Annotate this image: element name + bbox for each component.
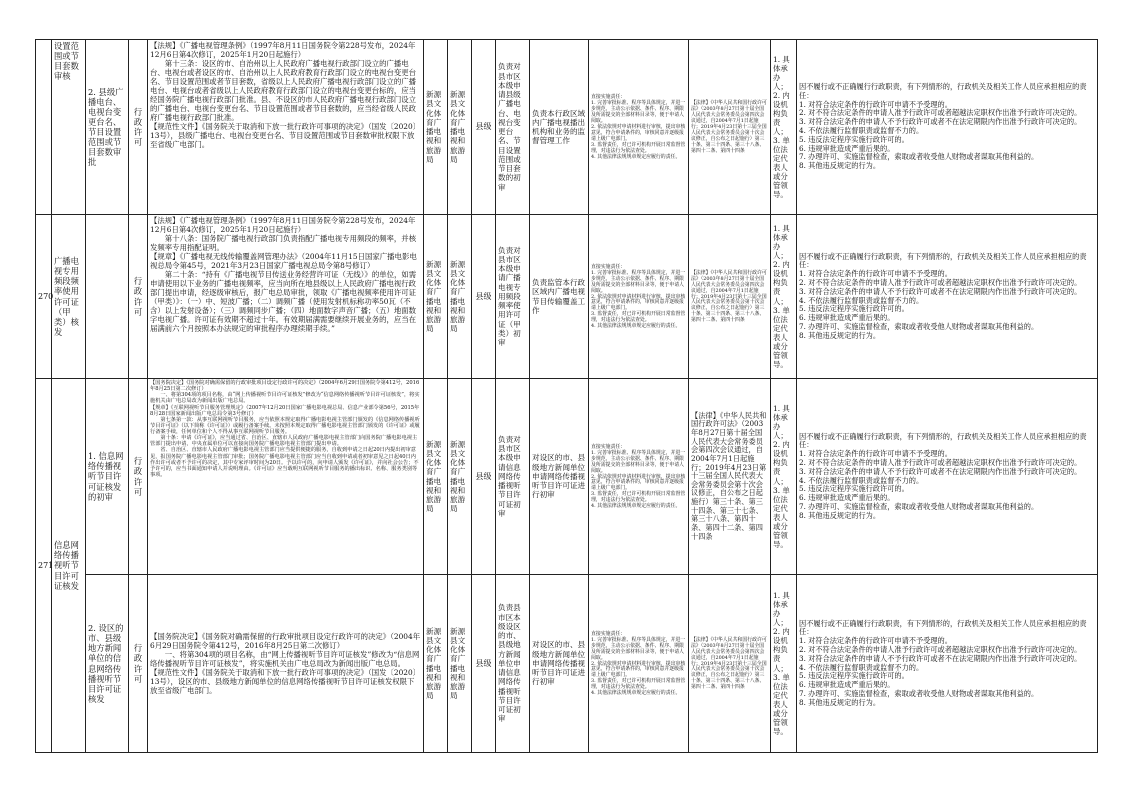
responsibility-table xyxy=(35,39,1098,753)
legal-basis xyxy=(148,575,424,753)
acc-line: 6. 违规审批造成严重后果的。 xyxy=(799,680,895,690)
accountability xyxy=(797,575,1098,753)
implementation-scope: 负责县市区本级设区的市、县级地方新闻单位申请信息网络传播视听节目许可证初审 xyxy=(496,575,530,753)
legal-basis xyxy=(148,215,424,379)
implementing-department: 新源县文化体育广播电视和旅游局 xyxy=(424,40,448,215)
acc-line: 因不履行或不正确履行行政职责，有下列情形的，行政机关及相关工作人员应承担相应的责任： xyxy=(799,82,1087,100)
duty-line: 3. 监督责任，对已许可机构开展日常监督管理，对违法行为依法查处。 xyxy=(591,678,686,691)
duty-content xyxy=(589,40,689,215)
acc-line: 2. 对不符合法定条件的申请人准予行政许可或者超越法定职权作出准予行政许可决定的。 xyxy=(799,108,1082,118)
sub-item-name xyxy=(86,215,129,379)
basis-line: 一、将第304项的项目名称，由“网上传播视听节目许可证核发”修改为“信息网络传播视听节目许可证核发”，将实施机关由广电总局改为新闻出版广电总局。 xyxy=(150,649,420,668)
basis-line: 第十八条：国务院广播电视行政部门负责指配广播电视专用频段的频率，并核发频率专用指配证明。 xyxy=(150,234,417,253)
responsible-department: 新源县文化体育广播电视和旅游局 xyxy=(448,215,472,379)
duty-line: 直接实施责任： xyxy=(591,263,626,270)
basis-line: 【国务院决定】《国务院对确需保留的行政审批项目设定行政许可的决定》（2004年6月29日国务院令第412号，2016年8月25日第二次修订） xyxy=(150,380,420,393)
basis-line: 【规章】《广播电视无线传输覆盖网管理办法》（2004年11月15日国家广播电影电视总局令第45号，2021年3月23日国家广播电视总局令第8号修订） xyxy=(150,252,417,271)
duty-legal-basis: 【法律】《中华人民共和国行政许可法》（2003年8月27日第十届全国人民代表大会常务委员会第四次会议通过，自2004年7月1日起施行；2019年4月23日第十三届全国人民代表大会常务委员会第十次会议修正，自公布之日起施行）第三十条、第三十四条、第三十七条、第三十八条、第四十条、第四十二条、第四十四条 xyxy=(689,379,771,575)
supervision-responsibility: 负责监管本行政区域内广播电视节目传输覆盖工作 xyxy=(530,215,589,379)
basis-line: 【规章】《互联网视听节目服务管理规定》（2007年12月20日国家广播电影电视总局、信息产业部令第56号，2015年8月28日国家新闻出版广电总局令第3号修订） xyxy=(150,404,420,417)
acc-line: 5. 违反法定程序实施行政许可的。 xyxy=(799,484,909,494)
acc-line: 5. 违反法定程序实施行政许可的。 xyxy=(799,304,909,314)
duty-line: 4. 其他法律法规规章规定应履行的责任。 xyxy=(591,690,681,697)
sub-item-name: 1. 信息网络传播视听节目许可证核发的初审 xyxy=(86,379,129,575)
responsible-department: 新源县文化体育广播电视和旅游局 xyxy=(448,40,472,215)
item-name: 广播电视专用频段频率使用许可证（甲类）核发 xyxy=(52,215,86,379)
basis-line: 【规范性文件】《国务院关于取消和下放一批行政许可事项的决定》（国发〔2020〕13号），县级广播电台、电视台变更台名、节目设置范围或节目套数审批权限下放至省级广电部门。 xyxy=(150,122,421,150)
acc-line: 5. 违反法定程序实施行政许可的。 xyxy=(799,134,909,144)
implementing-department: 新源县文化体育广播电视和旅游局 xyxy=(424,575,448,753)
implementation-scope: 负责对县市区本级申请信息网络传播视听节目许可证初审 xyxy=(496,379,530,575)
item-number: 270 xyxy=(36,215,52,379)
duty-content xyxy=(589,379,689,575)
item-type: 行政许可 xyxy=(129,40,148,215)
duty-line: 直接实施责任： xyxy=(591,630,626,637)
accountability xyxy=(797,40,1098,215)
duty-content xyxy=(589,575,689,753)
table-row xyxy=(36,575,1098,753)
responsible-subject: 1. 具体承办人；2. 内设机构负责人；3. 单位法定代表人或分管领导。 xyxy=(771,575,797,753)
acc-line: 因不履行或不正确履行行政职责，有下列情形的，行政机关及相关工作人员应承担相应的责任： xyxy=(799,251,1087,270)
duty-line: 2. 依法依规对申请材料进行审核，提出审核意见，符合申请条件的，审核同意并逐级报请上级广电部门。 xyxy=(591,473,686,492)
acc-line: 因不履行或不正确履行行政职责，有下列情形的，行政机关及相关工作人员应承担相应的责任： xyxy=(799,431,1087,450)
item-number xyxy=(36,40,52,215)
item-type: 行政许可 xyxy=(129,575,148,753)
acc-line: 8. 其他违反规定的行为。 xyxy=(799,697,881,707)
basis-line: 【法规】《广播电视管理条例》（1997年8月11日国务院令第228号发布，2024年12月6日第4次修订，2025年1月20日起施行） xyxy=(150,41,416,60)
item-type: 行政许可 xyxy=(129,379,148,575)
responsible-subject: 1. 具体承办人；2. 内设机构负责人；3. 单位法定代表人或分管领导。 xyxy=(771,379,797,575)
basis-line: 一、将第304项的项目名称，由“网上传播视听节目许可证核发”修改为“信息网络传播视听节目许可证核发”，将实施机关由广电总局改为新闻出版广电总局。 xyxy=(150,392,420,405)
responsible-department: 新源县文化体育广播电视和旅游局 xyxy=(448,379,472,575)
acc-line: 2. 对不符合法定条件的申请人准予行政许可或者超越法定职权作出准予行政许可决定的。 xyxy=(799,644,1082,654)
acc-line: 6. 违规审批造成严重后果的。 xyxy=(799,313,895,323)
acc-line: 1. 对符合法定条件的行政许可申请不予受理的。 xyxy=(799,449,952,459)
acc-line: 3. 对符合法定条件的申请人不予行政许可或者不在法定期限内作出准予行政许可决定的。 xyxy=(799,653,1082,663)
acc-line: 因不履行或不正确履行行政职责，有下列情形的，行政机关及相关工作人员应承担相应的责任： xyxy=(799,618,1087,637)
implementing-department: 新源县文化体育广播电视和旅游局 xyxy=(424,379,448,575)
duty-line: 1. 完善审批标准、程序等具体规定，并进一步规范，主动公示依据、条件、程序、期限及所需提交的全部材料目录等，便于申请人阅取。 xyxy=(591,636,686,661)
sub-item-name: 2. 设区的市、县级地方新闻单位的信息网络传播视听节目许可证核发 xyxy=(86,575,129,753)
acc-line: 8. 其他违反规定的行为。 xyxy=(799,510,881,520)
duty-legal-basis: 【法律】《中华人民共和国行政许可法》（2003年8月27日第十届全国人民代表大会常务委员会第四次会议通过，自2004年7月1日起施行；2019年4月23日第十三届全国人民代表大会常务委员会第十次会议修正，自公布之日起施行）第三十条、第三十四条、第三十八条、第四十二条、第四十四条 xyxy=(689,40,771,215)
basis-line: 第十条：申请《许可证》，应当通过省、自治区、直辖市人民政府广播电影电视主管部门向国务院广播电影电视主管部门提出申请，中央直属单位可以直接向国务院广播电影电视主管部门提出申请。 xyxy=(150,435,418,448)
legal-basis xyxy=(148,379,424,575)
acc-line: 4. 不依法履行监督职责或监督不力的。 xyxy=(799,662,924,672)
implementation-level: 县级 xyxy=(472,40,496,215)
duty-line: 1. 完善审批标准、程序等具体规定，并进一步规范，主动公示依据、条件、程序、期限及所需提交的全部材料目录等，便于申请人阅取。 xyxy=(591,269,686,294)
implementation-level: 县级 xyxy=(472,575,496,753)
item-number: 271 xyxy=(36,379,52,753)
acc-line: 2. 对不符合法定条件的申请人准予行政许可或者超越法定职权作出准予行政许可决定的。 xyxy=(799,457,1082,467)
accountability xyxy=(797,215,1098,379)
responsible-subject: 1. 具体承办人；2. 内设机构负责人；3. 单位法定代表人或分管领导。 xyxy=(771,40,797,215)
basis-line: 第十三条：设区的市、自治州以上人民政府广播电视行政部门设立的广播电台、电视台或者设区的市、自治州以上人民政府教育行政部门设立的电视台变更台名、节目设置范围或者节目套数，省级以上人民政府广播电视行政部门设立的广播电台、电视台或者省级以上人民政府教育行政部门设立的电视台变更台标的，应当经国务院广播电视行政部门批准。县、不设区的市人民政府广播电视行政部门设立的广播电台、电视台变更台名、节目设置范围或者节目套数的，应当经省级人民政府广播电视行政部门批准。 xyxy=(150,59,417,123)
duty-line: 4. 其他法律法规规章规定应履行的责任。 xyxy=(591,503,681,510)
table-row xyxy=(36,215,1098,379)
acc-line: 7. 办理许可、实施监督检查，索取或者收受他人财物或者谋取其他利益的。 xyxy=(799,321,1039,331)
basis-line: 【国务院决定】《国务院对确需保留的行政审批项目设定行政许可的决定》（2004年6月29日国务院令第412号，2016年8月25日第二次修订） xyxy=(150,631,421,650)
implementation-scope: 负责对县市区本级申请县级广播电台、电视台变更台名、节目设置范围或节目套数的初审 xyxy=(496,40,530,215)
acc-line: 5. 违反法定程序实施行政许可的。 xyxy=(799,671,909,681)
item-name: 信息网络传播视听节目许可证核发 xyxy=(52,379,86,753)
acc-line: 1. 对符合法定条件的行政许可申请不予受理的。 xyxy=(799,99,952,109)
acc-line: 7. 办理许可、实施监督检查，索取或者收受他人财物或者谋取其他利益的。 xyxy=(799,501,1039,511)
acc-line: 4. 不依法履行监督职责或监督不力的。 xyxy=(799,295,924,305)
duty-legal-basis: 【法律】《中华人民共和国行政许可法》（2003年8月27日第十届全国人民代表大会常务委员会第四次会议通过，自2004年7月1日起施行；2019年4月23日第十三届全国人民代表大会常务委员会第十次会议修正，自公布之日起施行）第三十条、第三十四条、第三十八条、第四十二条、第四十四条 xyxy=(689,575,771,753)
supervision-responsibility: 负责本行政区域内广播电视播出机构和业务的监督管理工作 xyxy=(530,40,589,215)
duty-line: 直接实施责任： xyxy=(591,443,626,450)
responsible-department: 新源县文化体育广播电视和旅游局 xyxy=(448,575,472,753)
duty-line: 3. 监督责任，对已许可机构开展日常监督管理，对违法行为依法查处。 xyxy=(591,141,686,154)
implementation-scope: 负责对县市区本级申请广播电视专用频段频率使用许可证（甲类）初审 xyxy=(496,215,530,379)
duty-line: 4. 其他法律法规规章规定应履行的责任。 xyxy=(591,323,681,330)
basis-line: 第七条第一款：从事互联网视听节目服务，应当依照本规定取得广播电影电视主管部门颁发的《信息网络传播视听节目许可证》（以下简称《许可证》）或履行备案手续。未按照本规定取得广播电影电视主管部门颁发的《许可证》或履行备案手续，任何单位和个人不得从事互联网视听节目服务。 xyxy=(150,416,420,435)
acc-line: 1. 对符合法定条件的行政许可申请不予受理的。 xyxy=(799,269,952,279)
basis-line: 【规范性文件】《国务院关于取消和下放一批行政许可事项的决定》（国发〔2020〕13号），设区的市、县级地方新闻单位的信息网络传播视听节目许可证核发权限下放至省级广电部门。 xyxy=(150,668,421,696)
table-row xyxy=(36,379,1098,575)
acc-line: 1. 对符合法定条件的行政许可申请不予受理的。 xyxy=(799,636,952,646)
basis-line: 省、自治区、直辖市人民政府广播电影电视主管部门应当提供便捷的服务，自收到申请之日起20日内提出初审意见，报国务院广播电影电视主管部门审批；国务院广播电影电视主管部门应当自收到申请或者初审意见之日起40日内作出许可或者不予许可的决定，其中专家评审时间为20日。予以许可的，向申请人颁发《许可证》，并向社会公告；不予许可的，应当书面通知申请人并说明理由。《许可证》应当载明互联网视听节目服务的播出标识、名称、服务类别等事项。 xyxy=(150,447,419,478)
duty-content xyxy=(589,215,689,379)
legal-basis xyxy=(148,40,424,215)
item-name: 设置范围或节目套数审核 xyxy=(52,40,86,215)
duty-line: 3. 监督责任，对已许可机构开展日常监督管理，对违法行为依法查处。 xyxy=(591,311,686,324)
supervision-responsibility: 对设区的市、县级地方新闻单位申请网络传播视听节目许可证进行初审 xyxy=(530,575,589,753)
acc-line: 4. 不依法履行监督职责或监督不力的。 xyxy=(799,475,924,485)
duty-line: 1. 完善审批标准、程序等具体规定，并进一步规范，主动公示依据、条件、程序、期限及所需提交的全部材料目录等，便于申请人阅取。 xyxy=(591,449,686,474)
item-type: 行政许可 xyxy=(129,215,148,379)
duty-line: 1. 完善审批标准、程序等具体规定，并进一步规范，主动公示依据、条件、程序、期限及所需提交的全部材料目录等，便于申请人阅取。 xyxy=(591,100,686,125)
sub-item-name: 2. 县级广播电台、电视台变更台名、节目设置范围或节目套数审批 xyxy=(86,40,129,215)
duty-line: 3. 监督责任，对已许可机构开展日常监督管理，对违法行为依法查处。 xyxy=(591,491,686,504)
supervision-responsibility: 对设区的市、县级地方新闻单位申请网络传播视听节目许可证进行初审 xyxy=(530,379,589,575)
accountability xyxy=(797,379,1098,575)
acc-line: 3. 对符合法定条件的申请人不予行政许可或者不在法定期限内作出准予行政许可决定的。 xyxy=(799,117,1082,127)
acc-line: 4. 不依法履行监督职责或监督不力的。 xyxy=(799,126,924,135)
duty-line: 2. 依法依规对申请材料进行审核，提出审核意见，符合申请条件的，审核同意并逐级报请上级广电部门。 xyxy=(591,293,686,312)
responsible-subject: 1. 具体承办人；2. 内设机构负责人；3. 单位法定代表人或分管领导。 xyxy=(771,215,797,379)
acc-line: 6. 违规审批造成严重后果的。 xyxy=(799,143,895,153)
duty-line: 直接实施责任： xyxy=(591,94,626,101)
acc-line: 3. 对符合法定条件的申请人不予行政许可或者不在法定期限内作出准予行政许可决定的。 xyxy=(799,466,1082,476)
acc-line: 8. 其他违反规定的行为。 xyxy=(799,161,881,171)
acc-line: 6. 违规审批造成严重后果的。 xyxy=(799,493,895,503)
duty-legal-basis: 【法律】《中华人民共和国行政许可法》（2003年8月27日第十届全国人民代表大会常务委员会第四次会议通过，自2004年7月1日起施行；2019年4月23日第十三届全国人民代表大会常务委员会第十次会议修正，自公布之日起施行）第三十条、第三十四条、第三十八条、第四十二条、第四十四条 xyxy=(689,215,771,379)
acc-line: 2. 对不符合法定条件的申请人准予行政许可或者超越法定职权作出准予行政许可决定的。 xyxy=(799,277,1082,287)
table-row xyxy=(36,40,1098,215)
duty-line: 4. 其他法律法规规章规定应履行的责任。 xyxy=(591,153,681,160)
basis-line: 【法规】《广播电视管理条例》（1997年8月11日国务院令第228号发布，2024年12月6日第4次修订，2025年1月20日起施行） xyxy=(150,216,416,235)
duty-line: 2. 依法依规对申请材料进行审核，提出审核意见，符合申请条件的，审核同意并逐级报请上级广电部门。 xyxy=(591,660,686,679)
acc-line: 8. 其他违反规定的行为。 xyxy=(799,330,881,340)
implementation-level: 县级 xyxy=(472,215,496,379)
acc-line: 7. 办理许可、实施监督检查，索取或者收受他人财物或者谋取其他利益的。 xyxy=(799,688,1039,698)
implementing-department: 新源县文化体育广播电视和旅游局 xyxy=(424,215,448,379)
basis-line: 第二十条：“持有《广播电视节目传送业务经营许可证（无线）》的单位，如需申请使用以下业务的广播电视频率，应当向所在地县级以上人民政府广播电视行政部门提出申请，经逐级审核后，报广电总局审批，领取《广播电视频率使用许可证（甲类）》：（一）中、短波广播；（二）调频广播（使用发射机标称功率50瓦（不含）以上发射设备）；（三）调频同步广播；（四）地面数字声音广播；（五）地面数字电视广播。许可证有效期不超过十年。有效期届满需要继续开展业务的，应当在届满前六个月按照本办法规定的审批程序办理续期手续。” xyxy=(150,270,417,334)
duty-line: 2. 依法依规对申请材料进行审核，提出审核意见，符合申请条件的，审核同意并逐级报请上级广电部门。 xyxy=(591,124,686,142)
acc-line: 7. 办理许可、实施监督检查，索取或者收受他人财物或者谋取其他利益的。 xyxy=(799,152,1039,162)
acc-line: 3. 对符合法定条件的申请人不予行政许可或者不在法定期限内作出准予行政许可决定的。 xyxy=(799,286,1082,296)
implementation-level: 县级 xyxy=(472,379,496,575)
